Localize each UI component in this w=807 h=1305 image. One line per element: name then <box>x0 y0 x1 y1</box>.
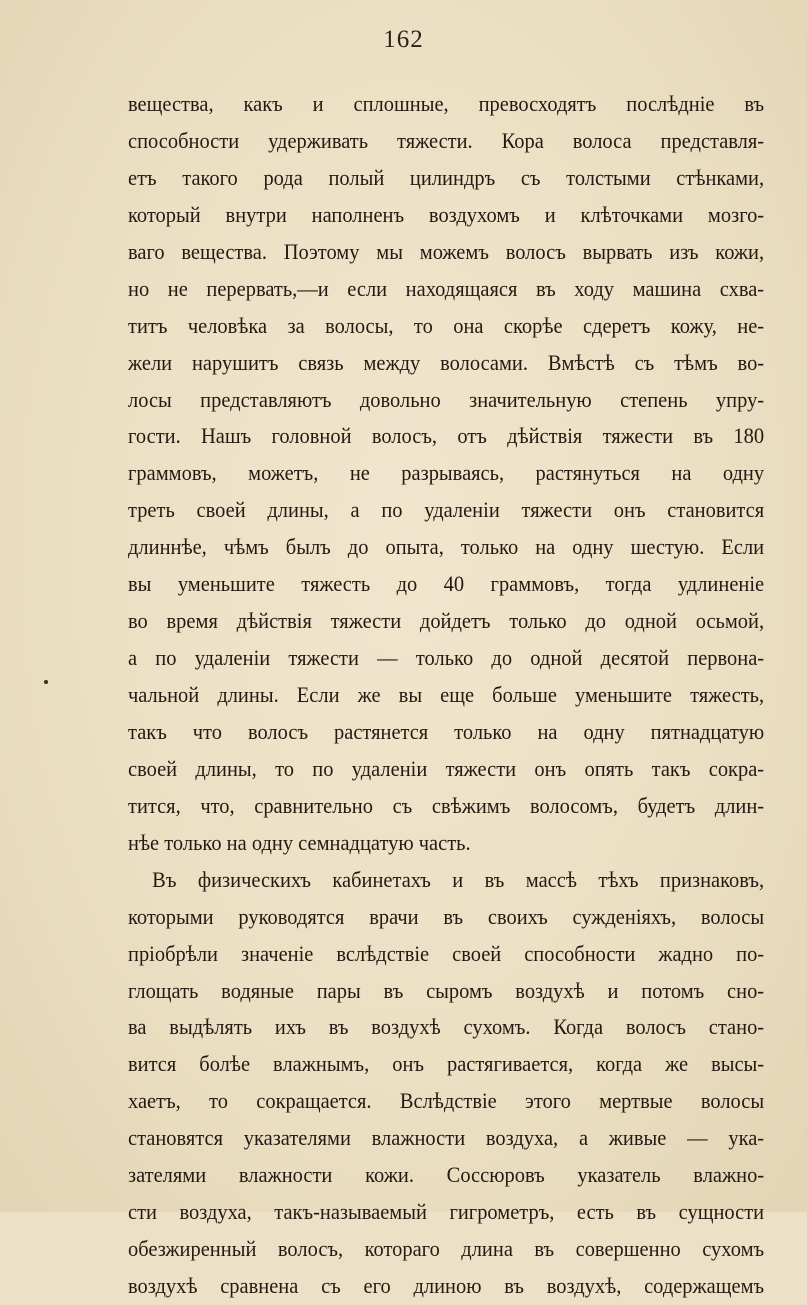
text-line: граммовъ, можетъ, не разрываясь, растянуться на одну <box>128 460 765 486</box>
text-line: жели нарушитъ связь между волосами. Вмѣстѣ съ тѣмъ во- <box>128 349 765 375</box>
text-line: тится, что, сравнительно съ свѣжимъ волосомъ, будетъ длин- <box>128 792 765 818</box>
text-line: своей длины, то по удаленiи тяжести онъ опять такъ сокра- <box>128 755 765 781</box>
text-line: которыми руководятся врачи въ своихъ сужденiяхъ, волосы <box>128 903 765 929</box>
text-line: ваго вещества. Поэтому мы можемъ волосъ вырвать изъ кожи, <box>128 238 765 264</box>
text-line: прiобрѣли значенiе вслѣдствiе своей способности жадно по- <box>128 940 765 966</box>
text-line: вы уменьшите тяжесть до 40 граммовъ, тогда удлиненiе <box>128 571 765 597</box>
body-text <box>128 86 764 1305</box>
text-line: сти воздуха, такъ-называемый гигрометръ, есть въ сущности <box>128 1199 765 1225</box>
margin-mark <box>44 680 48 684</box>
text-line: способности удерживать тяжести. Кора волоса представля- <box>128 127 765 153</box>
text-line: ва выдѣлять ихъ въ воздухѣ сухомъ. Когда волосъ стано- <box>128 1014 765 1040</box>
text-line: гости. Нашъ головной волосъ, отъ дѣйствiя тяжести въ 180 <box>128 423 765 449</box>
text-line: нѣе только на одну семнадцатую часть. <box>128 829 471 855</box>
text-line: вещества, какъ и сплошные, превосходятъ послѣднiе въ <box>128 91 765 116</box>
text-line: длиннѣе, чѣмъ былъ до опыта, только на одну шестую. Если <box>128 534 765 560</box>
text-line: вится болѣе влажнымъ, онъ растягивается, когда же высы- <box>128 1051 765 1077</box>
text-line: обезжиренный волосъ, котораго длина въ совершенно сухомъ <box>128 1236 765 1262</box>
text-line: треть своей длины, а по удаленiи тяжести онъ становится <box>128 497 765 523</box>
text-line: воздухѣ сравнена съ его длиною въ воздухѣ, содержащемъ <box>128 1273 765 1298</box>
text-line: такъ что волосъ растянется только на одну пятнадцатую <box>128 718 765 744</box>
text-line: во время дѣйствiя тяжести дойдетъ только до одной осьмой, <box>128 608 765 634</box>
text-line: зателями влажности кожи. Соссюровъ указатель влажно- <box>128 1162 765 1188</box>
text-line: но не перервать,—и если находящаяся въ ходу машина схва- <box>128 275 765 301</box>
page-number: 162 <box>383 26 424 53</box>
text-line: етъ такого рода полый цилиндръ съ толстыми стѣнками, <box>128 164 765 190</box>
text-line: а по удаленiи тяжести — только до одной десятой первона- <box>128 645 765 671</box>
text-line: становятся указателями влажности воздуха, а живые — ука- <box>128 1125 765 1151</box>
text-line: хаетъ, то сокращается. Вслѣдствiе этого мертвые волосы <box>128 1088 765 1114</box>
text-line: лосы представляютъ довольно значительную степень упру- <box>128 386 765 412</box>
text-line: титъ человѣка за волосы, то она скорѣе сдеретъ кожу, не- <box>128 312 765 338</box>
text-line: Въ физическихъ кабинетахъ и въ массѣ тѣхъ признаковъ, <box>152 866 765 892</box>
text-line: который внутри наполненъ воздухомъ и клѣточками мозго- <box>128 201 765 227</box>
text-line: чальной длины. Если же вы еще больше уменьшите тяжесть, <box>128 682 765 707</box>
text-line: глощать водяные пары въ сыромъ воздухѣ и потомъ сно- <box>128 977 765 1003</box>
